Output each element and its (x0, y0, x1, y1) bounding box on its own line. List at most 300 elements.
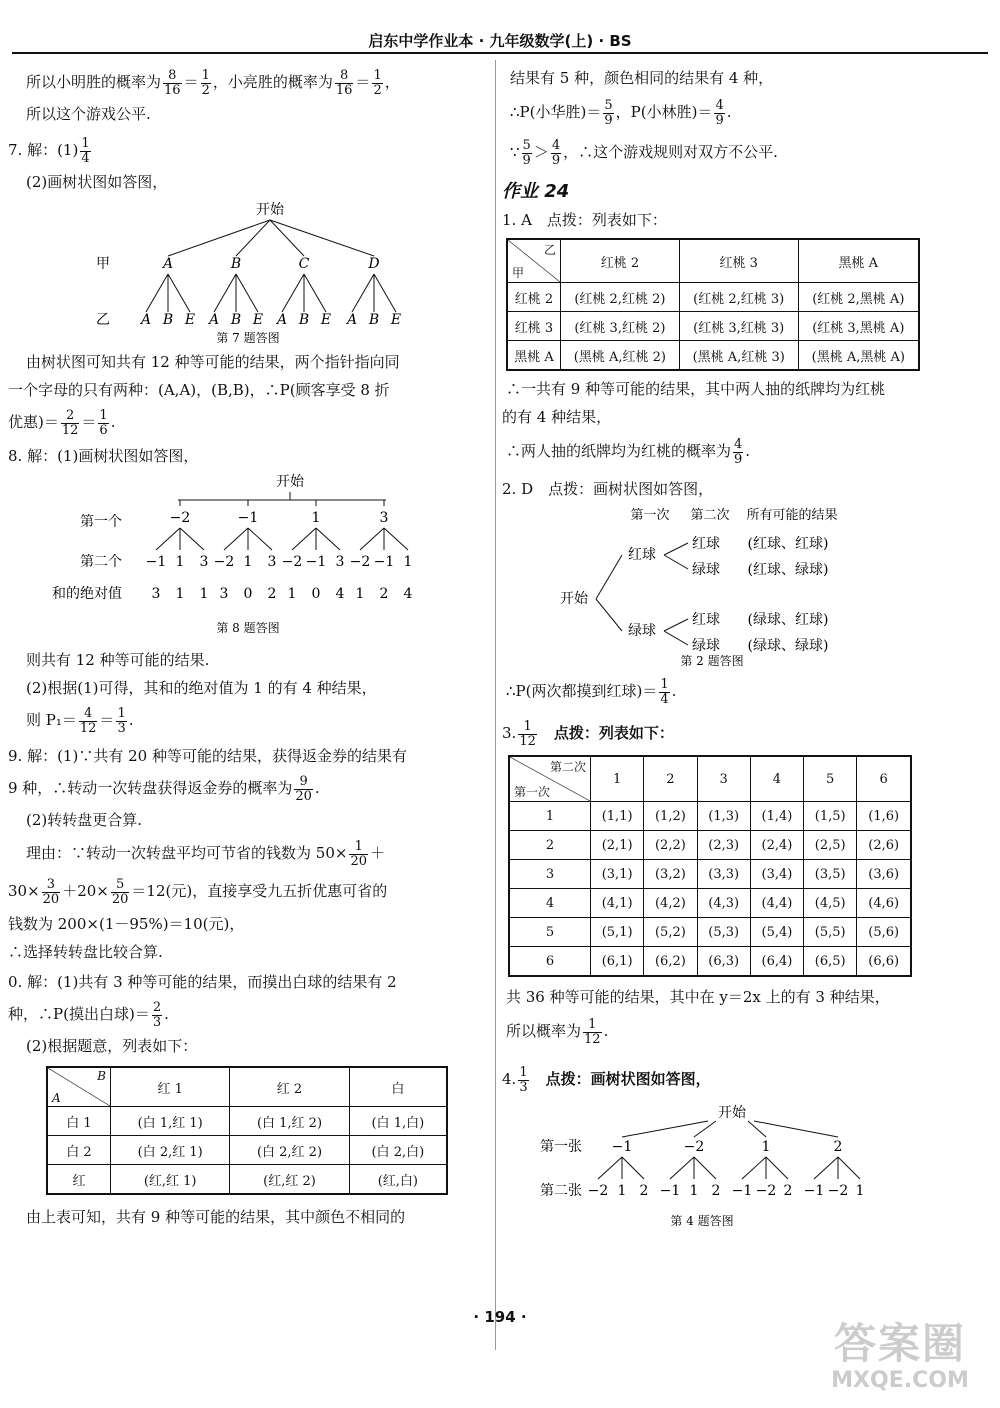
fraction (163, 69, 182, 98)
numerator: 1 (583, 1018, 602, 1033)
tree-node: 2 (833, 1139, 843, 1155)
column-header: 红桃 2 (561, 239, 680, 283)
q10-line-2: 种，∴P(摸出白球)＝ $\frac{2}{3}$ . (8, 999, 169, 1030)
denominator: 2 (373, 82, 382, 98)
table-cell: (3,4) (750, 860, 803, 889)
tree-leaf: 1 (175, 554, 185, 570)
q9-line-3: (2)转转盘更合算. (26, 811, 143, 829)
tree-leaf: E (184, 312, 196, 328)
row-label: 乙 (96, 312, 110, 328)
corner-bottom: 第一次 (514, 785, 551, 799)
tree-branch (304, 274, 326, 312)
q7-tree-svg (8, 196, 483, 344)
tree-leaf: E (252, 312, 264, 328)
fraction (659, 678, 669, 707)
sum-value: 2 (379, 586, 389, 602)
sum-value: 3 (219, 586, 229, 602)
denominator: 9 (604, 112, 613, 128)
table-cell: (5,5) (804, 918, 857, 947)
tree-branch (224, 528, 248, 550)
q7-tree-diagram (8, 196, 483, 344)
tree-branch (838, 1157, 860, 1179)
tree-leaf: 1 (617, 1183, 627, 1199)
q10-line-1: 0. 解：(1)共有 3 种等可能的结果，而摸出白球的结果有 2 (8, 973, 397, 991)
sum-value: 4 (335, 586, 345, 602)
row-label: 第一个 (80, 514, 122, 530)
tree-branch (374, 274, 396, 312)
q7-text-2: 一个字母的只有两种：(A,A)，(B,B)，∴P(顾客享受 8 折 (8, 381, 390, 399)
q9-line-4: 理由：∵转动一次转盘平均可节省的钱数为 50× $\frac{1}{20}$ ＋ (26, 838, 385, 869)
tree-branch (292, 528, 316, 550)
tree-branch (316, 528, 340, 550)
a3-text-1: 共 36 种等可能的结果，其中在 y＝2x 上的有 3 种结果， (506, 988, 890, 1006)
column-header: 6 (857, 756, 911, 802)
tree-leaf: B (162, 312, 174, 328)
numerator: 8 (163, 69, 182, 84)
tree-leaf: 3 (267, 554, 277, 570)
column-header: 红桃 3 (679, 239, 798, 283)
sum-value: 0 (243, 586, 253, 602)
table-cell: (5,6) (857, 918, 911, 947)
row-label: 甲 (96, 256, 110, 272)
table-cell: (6,3) (697, 947, 750, 977)
tree-leaf: 1 (689, 1183, 699, 1199)
tree-leaf: 3 (199, 554, 209, 570)
right-column (502, 62, 997, 1229)
table-cell: (2,3) (697, 831, 750, 860)
q8-label: 8. 解：(1)画树状图如答图， (8, 447, 199, 465)
q9-line-1: 9. 解：(1)∵共有 20 种等可能的结果，获得返金券的结果有 (8, 747, 407, 765)
table-cell: (白 1,白) (349, 1107, 447, 1136)
figure-caption: 第 2 题答图 (680, 654, 744, 667)
row-header: 3 (509, 860, 591, 889)
table-cell: (白 1,红 1) (111, 1107, 230, 1136)
denominator: 9 (715, 112, 724, 128)
tree-branch (664, 555, 688, 569)
tree-leaf: −1 (145, 554, 167, 570)
tree-branch (622, 1121, 708, 1137)
numerator: 1 (349, 840, 368, 855)
tree-root: 开始 (256, 202, 284, 218)
q8-text-3: 则 P₁＝ $\frac{4}{12}$ ＝ $\frac{1}{3}$ . (26, 705, 134, 736)
row-header: 红 (47, 1165, 111, 1195)
table-cell: (红,红 1) (111, 1165, 230, 1195)
tree-leaf: −1 (731, 1183, 753, 1199)
table-cell: (6,4) (750, 947, 803, 977)
tree-leaf: 红球 (692, 612, 720, 628)
table-row (509, 947, 911, 977)
table-cell: (红桃 3,黑桃 A) (798, 312, 919, 341)
numerator: 2 (61, 409, 80, 424)
table-cell: (5,1) (591, 918, 644, 947)
tree-leaf: A (208, 312, 220, 328)
tree-leaf: 1 (243, 554, 253, 570)
tree-branch (168, 220, 270, 256)
fraction (518, 1066, 528, 1095)
tree-leaf: E (320, 312, 332, 328)
tree-branch (664, 631, 688, 645)
tree-leaf: 绿球 (692, 638, 720, 654)
diagonal-header-cell (47, 1067, 111, 1107)
q8-text-2: (2)根据(1)可得，其和的绝对值为 1 的有 4 种结果， (26, 679, 377, 697)
table-cell: (3,3) (697, 860, 750, 889)
table-cell: (红桃 2,红桃 2) (561, 283, 680, 312)
table-cell: (白 2,白) (349, 1136, 447, 1165)
row-header: 2 (509, 831, 591, 860)
fraction (372, 69, 382, 98)
tree-branch (360, 528, 384, 550)
q8-tree-svg (8, 470, 483, 646)
result-pair: (红球、绿球) (747, 562, 829, 578)
tree-branch (156, 528, 180, 550)
numerator: 5 (522, 137, 531, 153)
column-header: 5 (804, 756, 857, 802)
q8-text-1: 则共有 12 种等可能的结果. (26, 651, 210, 669)
column-header: 3 (697, 756, 750, 802)
watermark-url: MXQE.COM (831, 1368, 969, 1393)
numerator: 1 (99, 407, 108, 423)
tree-leaf: −2 (349, 554, 371, 570)
table-cell: (4,1) (591, 889, 644, 918)
tree-root: 开始 (560, 591, 588, 607)
numerator: 4 (79, 707, 98, 722)
sum-value: 1 (287, 586, 297, 602)
q8-tree-diagram (8, 470, 483, 646)
fraction (61, 409, 80, 438)
table-cell: (1,3) (697, 802, 750, 831)
table-row (47, 1165, 447, 1195)
sum-value: 4 (403, 586, 413, 602)
tree-leaf: A (346, 312, 358, 328)
denominator: 20 (111, 891, 129, 907)
a1-text-2: 的有 4 种结果， (502, 408, 612, 426)
tree-node: −1 (237, 510, 259, 526)
diagonal-header-cell (509, 756, 591, 802)
tree-leaf: B (230, 312, 242, 328)
table-row (507, 283, 919, 312)
column-header: 所有可能的结果 (746, 508, 838, 523)
tree-node: −2 (683, 1139, 705, 1155)
table-header-row (509, 756, 911, 802)
fraction (98, 409, 108, 438)
row-header: 5 (509, 918, 591, 947)
column-header: 第一次 (630, 508, 670, 523)
denominator: 16 (335, 82, 353, 98)
tree-branch (146, 274, 168, 312)
tree-leaf: B (368, 312, 380, 328)
row-label: 第二个 (80, 554, 122, 570)
a1-table (506, 238, 920, 371)
numerator: 4 (551, 137, 561, 153)
corner-bottom: A (52, 1091, 61, 1105)
tree-branch (168, 274, 190, 312)
fraction (335, 69, 354, 98)
a4-tree-diagram (502, 1099, 997, 1229)
table-cell: (5,3) (697, 918, 750, 947)
table-cell: (2,2) (644, 831, 697, 860)
tree-leaf: −2 (281, 554, 303, 570)
table-cell: (红桃 3,红桃 3) (679, 312, 798, 341)
tree-branch (598, 1157, 622, 1179)
denominator: 20 (42, 891, 60, 907)
numerator: 8 (335, 69, 354, 84)
q10-line-4: 由上表可知，共有 9 种等可能的结果，其中颜色不相同的 (26, 1208, 406, 1226)
table-row (507, 341, 919, 371)
tree-branch (664, 619, 688, 631)
a3-text-2: 所以概率为 $\frac{1}{12}$ . (506, 1016, 609, 1047)
table-cell: (4,6) (857, 889, 911, 918)
sum-value: 0 (311, 586, 321, 602)
row-header: 6 (509, 947, 591, 977)
tree-leaf: 1 (403, 554, 413, 570)
q9-line-6: 钱数为 200×(1－95%)＝10(元)， (8, 915, 245, 933)
numerator: 2 (152, 999, 162, 1015)
tree-branch (670, 1157, 694, 1179)
tree-node: A (162, 256, 174, 272)
fraction (518, 720, 537, 749)
tree-branch (664, 543, 688, 555)
tree-branch (384, 528, 408, 550)
watermark (810, 1320, 990, 1400)
table-cell: (黑桃 A,红桃 3) (679, 341, 798, 371)
fraction (116, 707, 126, 736)
numerator: 1 (519, 1064, 528, 1080)
table-cell: (6,6) (857, 947, 911, 977)
denominator: 4 (660, 691, 669, 707)
tree-leaf: 3 (335, 554, 345, 570)
column-header: 白 (349, 1067, 447, 1107)
table-cell: (黑桃 A,红桃 2) (561, 341, 680, 371)
numerator: 1 (518, 720, 537, 735)
column-header: 4 (750, 756, 803, 802)
q9-line-7: ∴选择转转盘比较合算. (8, 943, 163, 961)
corner-top: B (97, 1069, 106, 1083)
table-cell: (3,5) (804, 860, 857, 889)
a1-text-1: ∴一共有 9 种等可能的结果，其中两人抽的纸牌均为红桃 (506, 380, 886, 398)
denominator: 2 (201, 82, 210, 98)
table-row (509, 860, 911, 889)
table-cell: (1,4) (750, 802, 803, 831)
a2-label: 2. D 点拨：画树状图如答图， (502, 480, 714, 498)
corner-top: 第二次 (549, 760, 586, 774)
tree-leaf: −2 (587, 1183, 609, 1199)
tree-node: 1 (311, 510, 321, 526)
tree-leaf: 2 (711, 1183, 721, 1199)
q7-part2: (2)画树状图如答图， (26, 173, 168, 191)
sum-value: 1 (355, 586, 365, 602)
figure-caption: 第 8 题答图 (216, 621, 280, 635)
tree-leaf: −1 (803, 1183, 825, 1199)
q7-text-1: 由树状图可知共有 12 种等可能的结果，两个指针指向同 (26, 353, 400, 371)
tree-leaf: 绿球 (692, 562, 720, 578)
numerator: 1 (81, 135, 90, 151)
denominator: 20 (350, 853, 367, 869)
fraction (201, 69, 211, 98)
table-cell: (2,1) (591, 831, 644, 860)
a1-text-3: ∴两人抽的纸牌均为红桃的概率为 $\frac{4}{9}$ . (506, 436, 751, 467)
fraction (522, 139, 532, 168)
row-header: 白 1 (47, 1107, 111, 1136)
table-cell: (1,1) (591, 802, 644, 831)
tree-leaf: A (140, 312, 152, 328)
a4-label: 4. $\frac{1}{3}$ 点拨：画树状图如答图， (502, 1064, 711, 1095)
table-cell: (2,6) (857, 831, 911, 860)
tree-leaf: 红球 (692, 536, 720, 552)
tree-branch (282, 274, 304, 312)
tree-branch (694, 1157, 716, 1179)
a2-tree-svg (502, 503, 997, 667)
tree-branch (270, 220, 374, 256)
row-header: 4 (509, 889, 591, 918)
figure-caption: 第 7 题答图 (216, 331, 280, 344)
numerator: 1 (660, 676, 669, 692)
tree-leaf: −1 (659, 1183, 681, 1199)
table-cell: (1,6) (857, 802, 911, 831)
fraction (111, 878, 130, 907)
result-pair: (绿球、红球) (747, 612, 829, 628)
intro-line-2: 所以这个游戏公平. (26, 105, 151, 123)
fraction (152, 1001, 162, 1030)
denominator: 12 (519, 733, 536, 749)
a4-tree-svg (502, 1099, 997, 1229)
tree-node: B (230, 256, 242, 272)
figure-caption: 第 4 题答图 (670, 1214, 734, 1228)
a2-tree-diagram (502, 503, 997, 667)
tree-node: −1 (611, 1139, 633, 1155)
tree-leaf: 2 (639, 1183, 649, 1199)
fraction (349, 840, 368, 869)
tree-leaf: 1 (855, 1183, 865, 1199)
column-header: 2 (644, 756, 697, 802)
page-number: · 194 · (473, 1308, 527, 1326)
tree-node: 红球 (628, 547, 656, 563)
row-header: 红桃 3 (507, 312, 561, 341)
tree-node: D (368, 256, 380, 272)
denominator: 3 (519, 1079, 528, 1095)
tree-leaf: −2 (827, 1183, 849, 1199)
tree-branch (742, 1157, 766, 1179)
tree-node: −2 (169, 510, 191, 526)
tree-branch (596, 555, 622, 599)
q7-part1: 7. 解：(1) $\frac{1}{4}$ (8, 135, 90, 166)
table-cell: (6,5) (804, 947, 857, 977)
a2-text: ∴P(两次都摸到红球)＝ $\frac{1}{4}$ . (506, 676, 677, 707)
fraction (714, 99, 724, 128)
numerator: 4 (715, 97, 724, 113)
table-row (47, 1136, 447, 1165)
table-cell: (红桃 2,黑桃 A) (798, 283, 919, 312)
tree-branch (754, 1121, 838, 1137)
fraction (733, 438, 743, 467)
tree-branch (214, 274, 236, 312)
page-header: 启东中学作业本 · 九年级数学(上) · BS (368, 32, 632, 50)
diagonal-header-cell (507, 239, 561, 283)
a3-label: 3. $\frac{1}{12}$ 点拨：列表如下： (502, 718, 674, 749)
tree-node: 1 (761, 1139, 771, 1155)
cont-line-3: ∵ $\frac{5}{9}$ ＞ $\frac{4}{9}$ ，∴这个游戏规则对双方不公平. (510, 137, 778, 168)
tree-node: 绿球 (628, 623, 656, 639)
tree-leaf: A (276, 312, 288, 328)
table-cell: (1,5) (804, 802, 857, 831)
table-cell: (5,4) (750, 918, 803, 947)
denominator: 20 (295, 788, 312, 804)
tree-leaf: −2 (213, 554, 235, 570)
table-cell: (白 2,红 1) (111, 1136, 230, 1165)
tree-branch (352, 274, 374, 312)
numerator: 1 (117, 705, 126, 721)
table-cell: (5,2) (644, 918, 697, 947)
column-header: 第二次 (690, 508, 730, 523)
row-label: 第一张 (540, 1139, 582, 1155)
denominator: 12 (584, 1031, 601, 1047)
q9-line-2: 9 种，∴转动一次转盘获得返金券的概率为 $\frac{9}{20}$ . (8, 773, 320, 804)
table-cell: (红,红 2) (230, 1165, 349, 1195)
tree-branch (766, 1157, 788, 1179)
sum-value: 2 (267, 586, 277, 602)
table-cell: (6,2) (644, 947, 697, 977)
table-cell: (4,2) (644, 889, 697, 918)
tree-node: C (298, 256, 310, 272)
result-pair: (红球、红球) (747, 536, 829, 552)
tree-branch (596, 599, 622, 631)
header-rule (12, 52, 988, 54)
denominator: 16 (164, 82, 181, 98)
table-cell: (红桃 2,红桃 3) (679, 283, 798, 312)
numerator: 3 (42, 878, 61, 893)
denominator: 6 (99, 422, 108, 438)
table-cell: (黑桃 A,黑桃 A) (798, 341, 919, 371)
row-label: 和的绝对值 (52, 586, 122, 602)
column-header: 红 1 (111, 1067, 230, 1107)
column-header: 1 (591, 756, 644, 802)
tree-branch (248, 528, 272, 550)
cont-line-1: 结果有 5 种，颜色相同的结果有 4 种， (510, 69, 774, 87)
table-cell: (3,1) (591, 860, 644, 889)
denominator: 9 (734, 451, 743, 467)
table-header-row (507, 239, 919, 283)
denominator: 12 (79, 720, 97, 736)
row-label: 第二张 (540, 1183, 582, 1199)
table-cell: (红,白) (349, 1165, 447, 1195)
table-cell: (3,6) (857, 860, 911, 889)
column-header: 红 2 (230, 1067, 349, 1107)
tree-branch (236, 220, 270, 256)
tree-branch (236, 274, 258, 312)
tree-leaf: −2 (755, 1183, 777, 1199)
denominator: 3 (152, 1014, 162, 1030)
table-row (509, 831, 911, 860)
row-header: 白 2 (47, 1136, 111, 1165)
watermark-logo: 答案圈 (833, 1319, 966, 1368)
table-cell: (红桃 3,红桃 2) (561, 312, 680, 341)
q9-line-5: 30× $\frac{3}{20}$ ＋20× $\frac{5}{20}$ ＝12(元)，直接享受九五折优惠可省的 (8, 876, 388, 907)
row-header: 黑桃 A (507, 341, 561, 371)
sum-value: 3 (151, 586, 161, 602)
denominator: 4 (81, 150, 90, 166)
left-column (8, 62, 483, 1231)
tree-branch (180, 528, 204, 550)
fraction (80, 137, 90, 166)
table-cell: (3,2) (644, 860, 697, 889)
tree-leaf: −1 (305, 554, 327, 570)
tree-root: 开始 (718, 1105, 746, 1121)
column-divider (495, 60, 496, 1350)
sum-value: 1 (175, 586, 185, 602)
fraction (79, 707, 98, 736)
table-cell: (白 2,红 2) (230, 1136, 349, 1165)
numerator: 9 (294, 775, 313, 790)
numerator: 5 (111, 878, 130, 893)
